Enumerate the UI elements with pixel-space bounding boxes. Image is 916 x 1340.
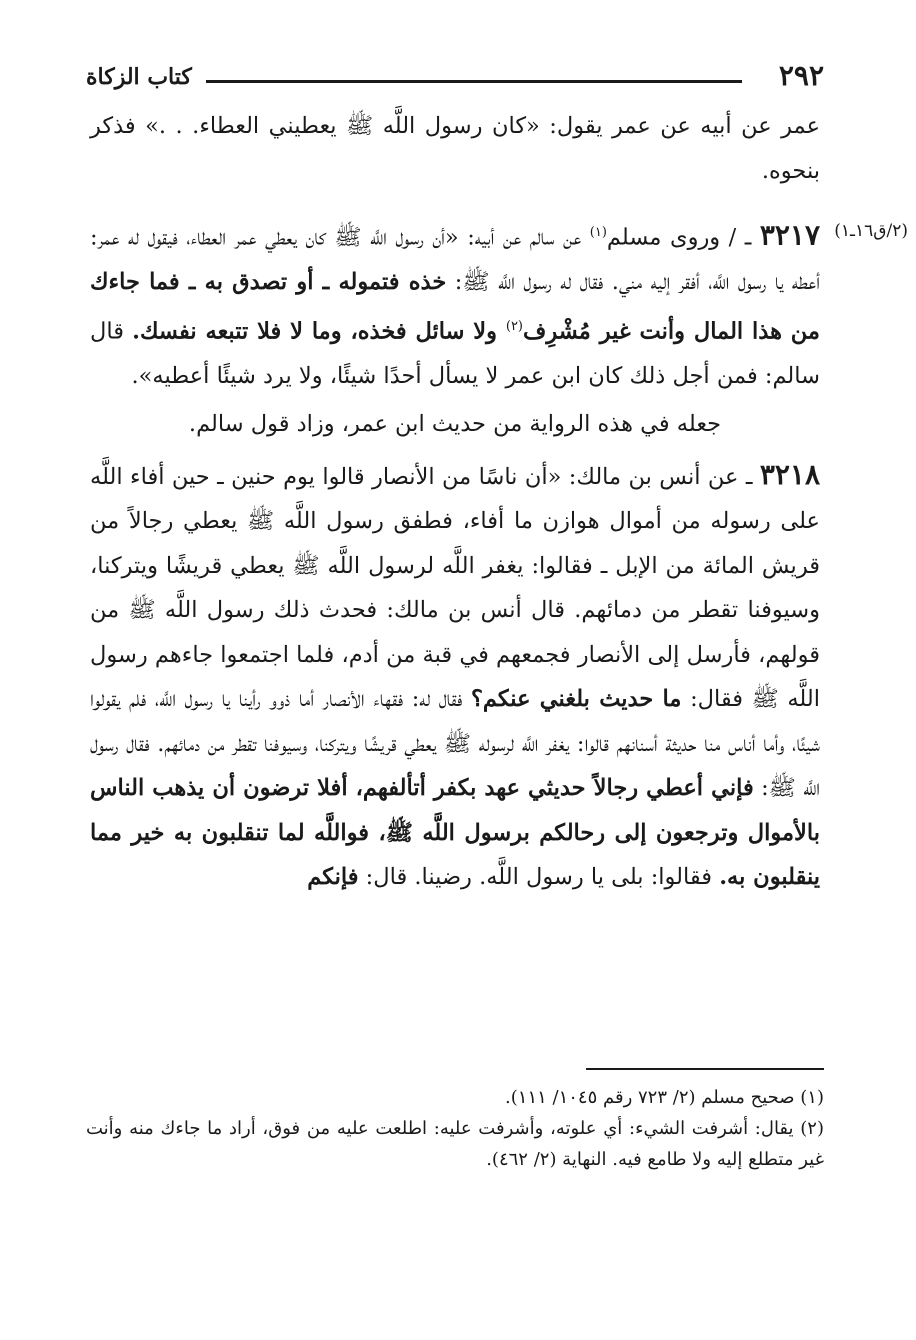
hadith-bold-text: ما حديث بلغني عنكم؟: [470, 686, 682, 712]
hadith-text: فقالوا: بلى يا رسول اللَّه. رضينا. قال:: [358, 864, 720, 890]
page-header: [86, 56, 824, 100]
hadith-text: ـ عن أنس بن مالك: «أن ناسًا من الأنصار قالوا يوم حنين ـ حين أفاء اللَّه على رسوله من أموال هوازن ما أفاء، فطفق رسول اللَّه ﷺ يعطي رجالاً من قريش المائة من الإبل ـ فقالوا: يغفر اللَّه لرسول اللَّه ﷺ يعطي قريشًا ويتركنا، وسيوفنا تقطر من دمائهم. قال أنس بن مالك: فحدث ذلك رسول اللَّه ﷺ من قولهم، فأرسل إلى الأنصار فجمعهم في قبة من أدم، فلما اجتمعوا جاءهم رسول اللَّه ﷺ فقال:: [90, 463, 820, 712]
hadith-text: عن سالم عن أبيه: «أن رسول اللَّه ﷺ كان يعطي عمر العطاء، فيقول له عمر: أعطه يا رسول اللَّه، أفقر إليه مني. فقال له رسول اللَّه ﷺ:: [90, 224, 821, 295]
hadith-bold-text: خذه فتموله ـ أو تصدق به ـ فما جاءك من هذا المال وأنت غير مُشْرِف: [90, 269, 820, 344]
hadith-bold-text: ولا سائل فخذه، وما لا فلا تتبعه نفسك.: [132, 318, 506, 344]
hadith-number: ٣٢١٧: [759, 218, 820, 252]
footnote-1: (١) صحيح مسلم (٢/ ٧٢٣ رقم ١٠٤٥/ ١١١).: [505, 1087, 824, 1108]
hadith-3217: [90, 211, 820, 398]
paragraph-continuation: عمر عن أبيه عن عمر يقول: «كان رسول اللَّه ﷺ يعطيني العطاء. . .» فذكر بنحوه.: [90, 113, 820, 184]
hadith-bold-text: فإني أعطي رجالاً حديثي عهد بكفر أتألفهم، أفلا ترضون أن يذهب الناس بالأموال وترجعون إلى رحالكم برسول اللَّه ﷺ، فواللَّه لما تنقلبون به خير مما ينقلبون به.: [90, 775, 820, 890]
hadith-text: فقال له: فقهاء الأنصار أما ذوو رأينا يا رسول اللَّه، فلم يقولوا شيئًا، وأما أناس منا حديثة أسنانهم قالوا: يغفر اللَّه لرسوله ﷺ يعطي قريشًا ويتركنا، وسيوفنا تقطر من دمائهم. فقال رسول اللَّه ﷺ:: [90, 686, 821, 801]
footnote-marker[interactable]: (١): [589, 225, 607, 240]
footnote-separator: [586, 1068, 824, 1070]
main-text: [90, 104, 820, 900]
hadith-bold-text: فإنكم: [307, 864, 359, 890]
hadith-number: ٣٢١٨: [759, 457, 820, 491]
header-rule: [206, 80, 742, 83]
hadith-intro: ـ / وروى مسلم: [606, 224, 760, 251]
hadith-3218: [90, 453, 820, 900]
editor-note: جعله في هذه الرواية من حديث ابن عمر، وزاد قول سالم.: [188, 411, 722, 437]
chapter-title: كتاب الزكاة: [86, 64, 192, 90]
footnote-marker[interactable]: (٢): [505, 318, 523, 334]
footnote-2: (٢) يقال: أشرفت الشيء: أي علوته، وأشرفت عليه: اطلعت عليه من فوق، أراد ما جاءك منه وأنت غير متطلع إليه ولا طامع فيه. النهاية (٢/ ٤٦٢).: [86, 1118, 824, 1170]
footnotes: [86, 1082, 824, 1175]
margin-manuscript-ref: (٢/ق١٦ـ١): [834, 221, 908, 241]
page-number: ٢٩٢: [778, 59, 824, 92]
hadith-text: قال سالم: فمن أجل ذلك كان ابن عمر لا يسأل أحدًا شيئًا، ولا يرد شيئًا أعطيه».: [90, 318, 820, 389]
